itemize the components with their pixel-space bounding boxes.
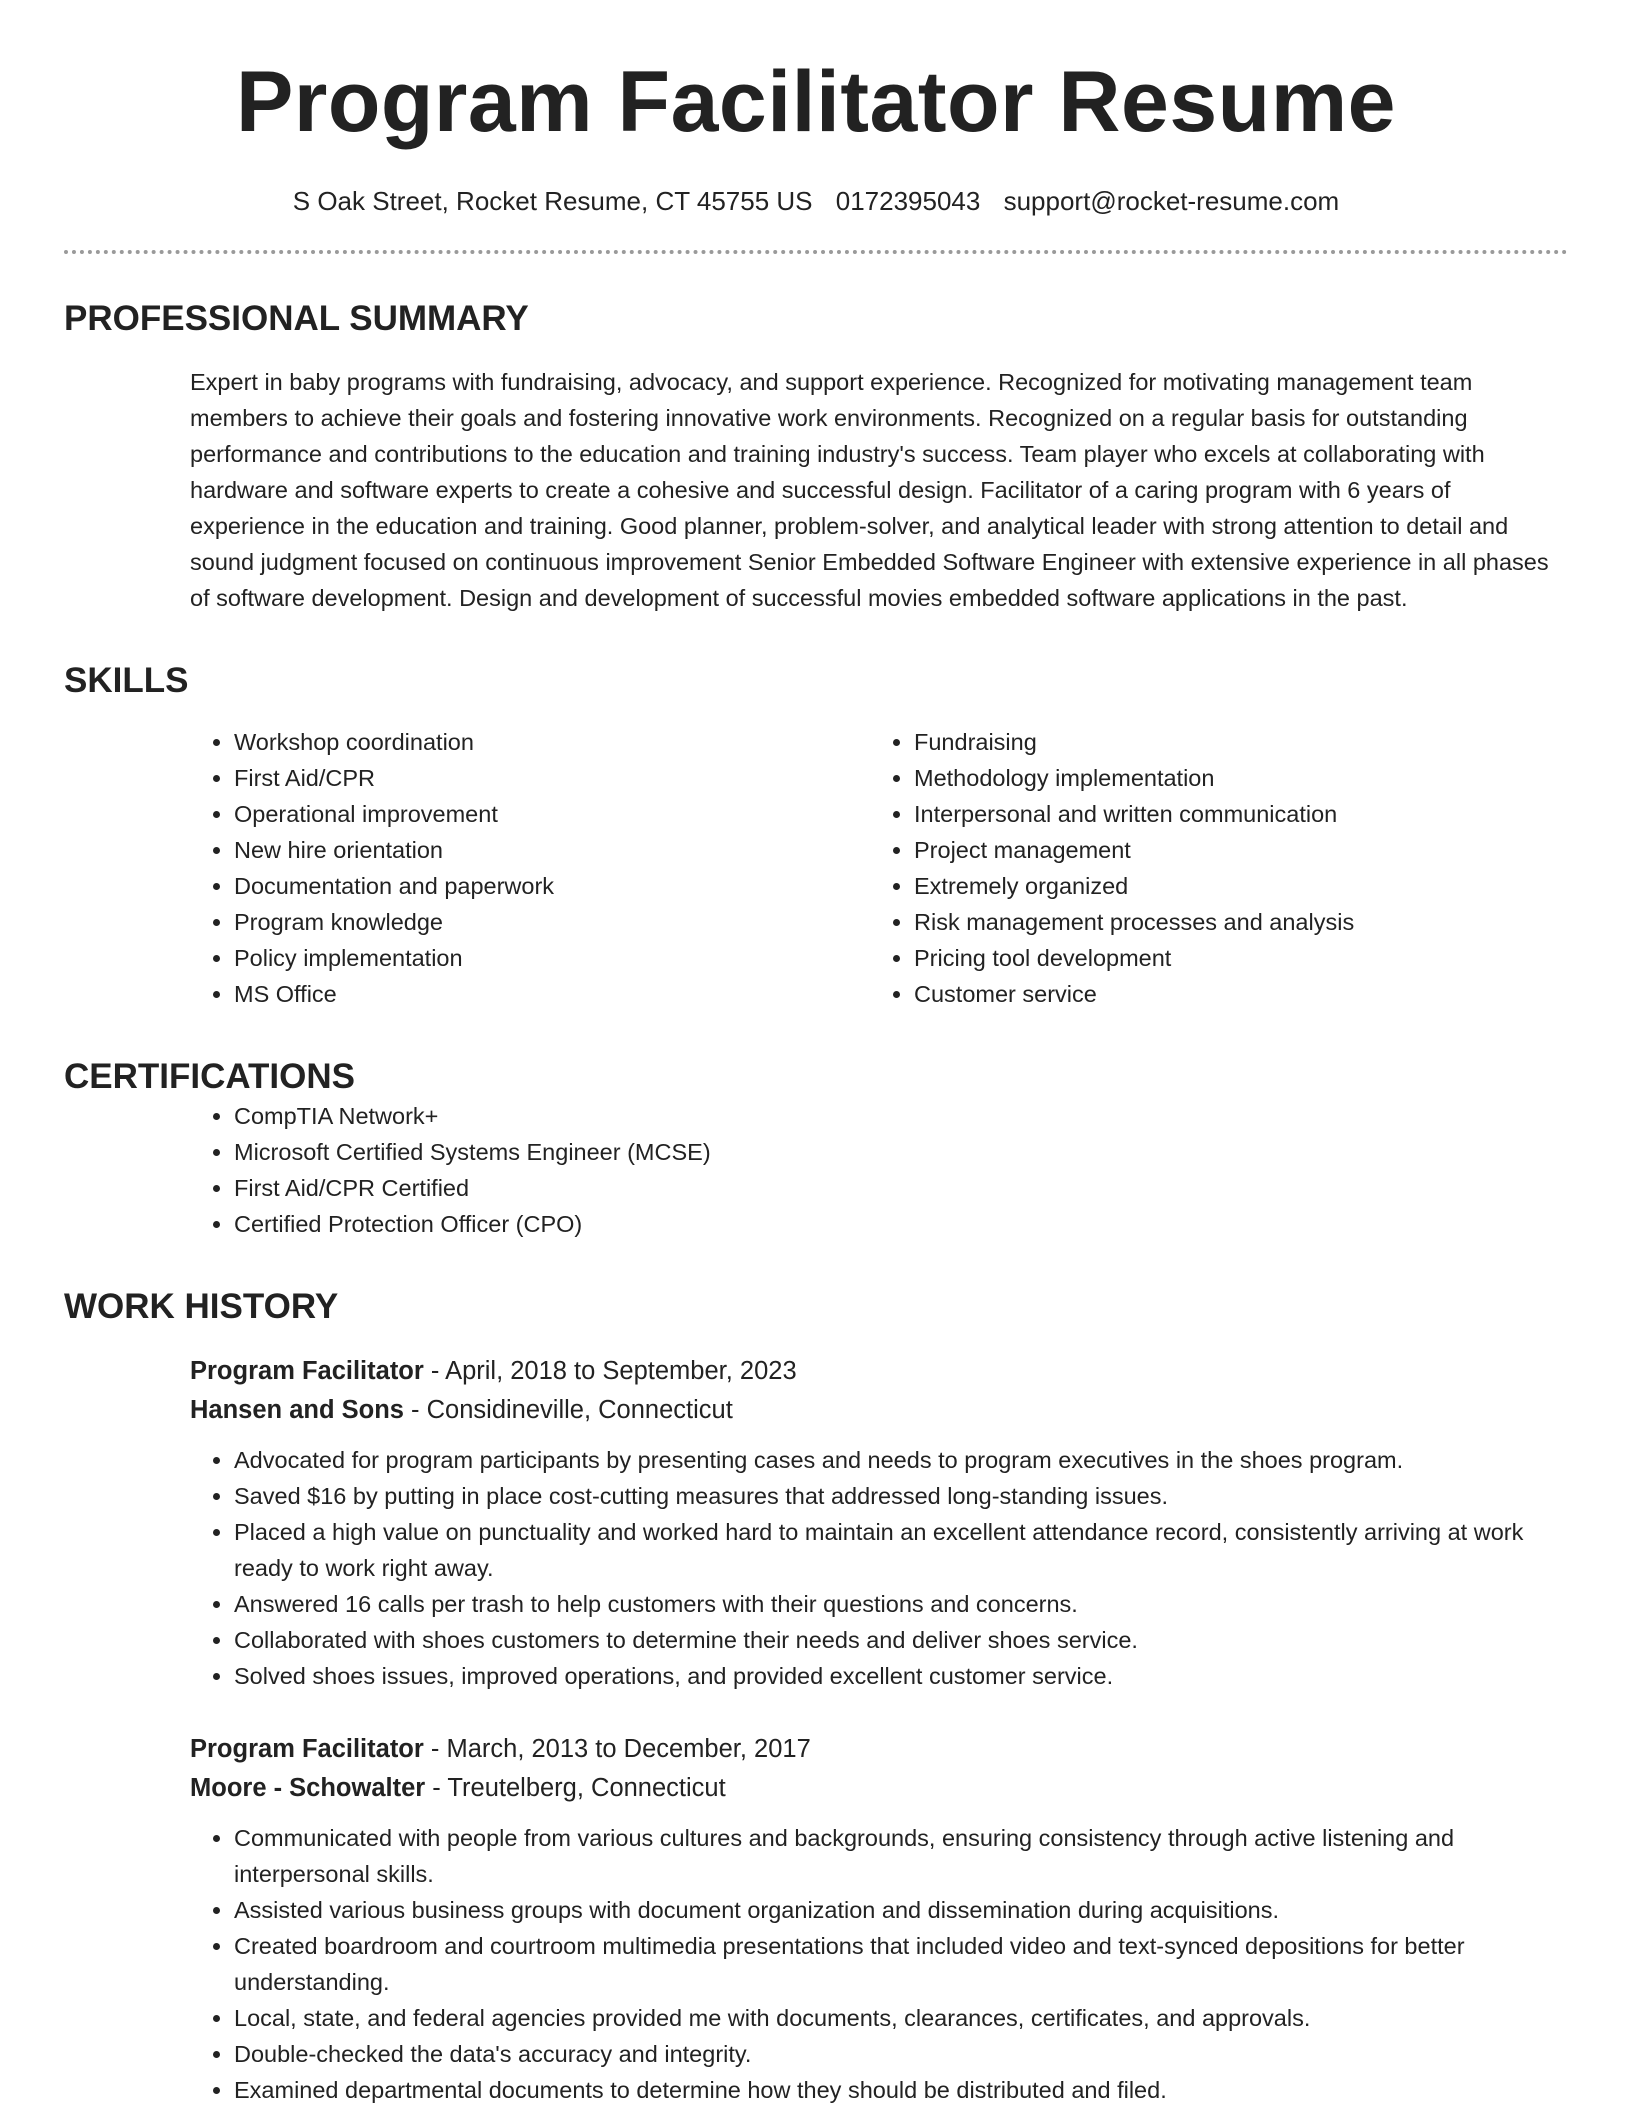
job-role-line: [190, 1730, 1568, 1769]
skill-item: • Methodology implementation: [914, 760, 1550, 796]
certification-item: • First Aid/CPR Certified: [234, 1170, 1568, 1206]
job-bullet: • Communicated with people from various cultures and backgrounds, ensuring consistency through active listening and interpersonal skills.: [234, 1820, 1568, 1892]
summary-section: [0, 254, 1632, 616]
job-entry: [190, 1730, 1568, 2108]
summary-heading: PROFESSIONAL SUMMARY: [64, 299, 529, 338]
skill-item: • Extremely organized: [914, 868, 1550, 904]
skill-item: • Operational improvement: [234, 796, 870, 832]
skills-list-left: [190, 724, 870, 1012]
certifications-list: [190, 1098, 1568, 1242]
work-history-heading: WORK HISTORY: [64, 1287, 339, 1326]
skills-list-right: [870, 724, 1550, 1012]
skill-item: • Policy implementation: [234, 940, 870, 976]
certifications-body: [64, 1098, 1568, 1242]
contact-address: S Oak Street, Rocket Resume, CT 45755 US: [292, 186, 813, 216]
resume-title: Program Facilitator Resume: [235, 54, 1397, 150]
job-bullet: • Assisted various business groups with document organization and dissemination during acquisitions.: [234, 1892, 1568, 1928]
certification-item: • Certified Protection Officer (CPO): [234, 1206, 1568, 1242]
job-role: Program Facilitator: [190, 1735, 424, 1763]
skill-item: • Interpersonal and written communication: [914, 796, 1550, 832]
skills-section: [0, 616, 1632, 1012]
job-company: Hansen and Sons: [190, 1396, 404, 1424]
contact-phone: 0172395043: [835, 186, 981, 216]
job-company-line: [190, 1391, 1568, 1430]
job-role-line: [190, 1352, 1568, 1391]
job-bullets: [190, 1442, 1568, 1694]
job-bullets: [190, 1820, 1568, 2108]
skill-item: • Program knowledge: [234, 904, 870, 940]
job-bullet: • Advocated for program participants by presenting cases and needs to program executives in the shoes program.: [234, 1442, 1568, 1478]
contact-line: [0, 184, 1632, 218]
work-history-section: [0, 1242, 1632, 2108]
skill-item: • Customer service: [914, 976, 1550, 1012]
job-bullet: • Placed a high value on punctuality and worked hard to maintain an excellent attendance record, consistently arriving at work ready to work right away.: [234, 1514, 1568, 1586]
skills-body: [64, 724, 1568, 1012]
work-history-body: [64, 1352, 1568, 2108]
skill-item: • Project management: [914, 832, 1550, 868]
job-company-line: [190, 1769, 1568, 1808]
job-company: Moore - Schowalter: [190, 1774, 426, 1802]
skill-item: • Fundraising: [914, 724, 1550, 760]
skills-heading: SKILLS: [64, 661, 189, 700]
job-location: - Treutelberg, Connecticut: [425, 1774, 726, 1802]
job-bullet: • Solved shoes issues, improved operations, and provided excellent customer service.: [234, 1658, 1568, 1694]
resume-header: [0, 0, 1632, 218]
job-bullet: • Local, state, and federal agencies provided me with documents, clearances, certificates, and approvals.: [234, 2000, 1568, 2036]
certifications-section: [0, 1012, 1632, 1242]
skill-item: • Pricing tool development: [914, 940, 1550, 976]
skill-item: • Workshop coordination: [234, 724, 870, 760]
contact-email: support@rocket-resume.com: [1003, 186, 1340, 216]
skill-item: • First Aid/CPR: [234, 760, 870, 796]
skill-item: • New hire orientation: [234, 832, 870, 868]
job-location: - Considineville, Connecticut: [403, 1396, 733, 1424]
skills-column-right: [870, 724, 1550, 1012]
job-bullet: • Answered 16 calls per trash to help customers with their questions and concerns.: [234, 1586, 1568, 1622]
job-dates: - March, 2013 to December, 2017: [423, 1735, 811, 1763]
certification-item: • Microsoft Certified Systems Engineer (MCSE): [234, 1134, 1568, 1170]
skill-item: • Risk management processes and analysis: [914, 904, 1550, 940]
skill-item: • MS Office: [234, 976, 870, 1012]
job-bullet: • Saved $16 by putting in place cost-cutting measures that addressed long-standing issues.: [234, 1478, 1568, 1514]
summary-text: Expert in baby programs with fundraising, advocacy, and support experience. Recognized for motivating management team members to achieve their goals and fostering innovative work environments. Recognized on a regular basis for outstanding performance and contributions to the education and training industry's success. Team player who excels at collaborating with hardware and software experts to create a cohesive and successful design. Facilitator of a caring program with 6 years of experience in the education and training. Good planner, problem-solver, and analytical leader with strong attention to detail and sound judgment focused on continuous improvement Senior Embedded Software Engineer with extensive experience in all phases of software development. Design and development of successful movies embedded software applications in the past.: [190, 369, 1549, 611]
job-bullet: • Examined departmental documents to determine how they should be distributed and filed.: [234, 2072, 1568, 2108]
skills-grid: [190, 724, 1568, 1012]
skill-item: • Documentation and paperwork: [234, 868, 870, 904]
job-bullet: • Created boardroom and courtroom multimedia presentations that included video and text-synced depositions for better understanding.: [234, 1928, 1568, 2000]
summary-body: [64, 364, 1568, 616]
certification-item: • CompTIA Network+: [234, 1098, 1568, 1134]
certifications-heading: CERTIFICATIONS: [64, 1057, 356, 1096]
skills-column-left: [190, 724, 870, 1012]
job-entry: [190, 1352, 1568, 1694]
job-bullet: • Double-checked the data's accuracy and integrity.: [234, 2036, 1568, 2072]
job-dates: - April, 2018 to September, 2023: [423, 1357, 797, 1385]
job-role: Program Facilitator: [190, 1357, 424, 1385]
job-bullet: • Collaborated with shoes customers to determine their needs and deliver shoes service.: [234, 1622, 1568, 1658]
